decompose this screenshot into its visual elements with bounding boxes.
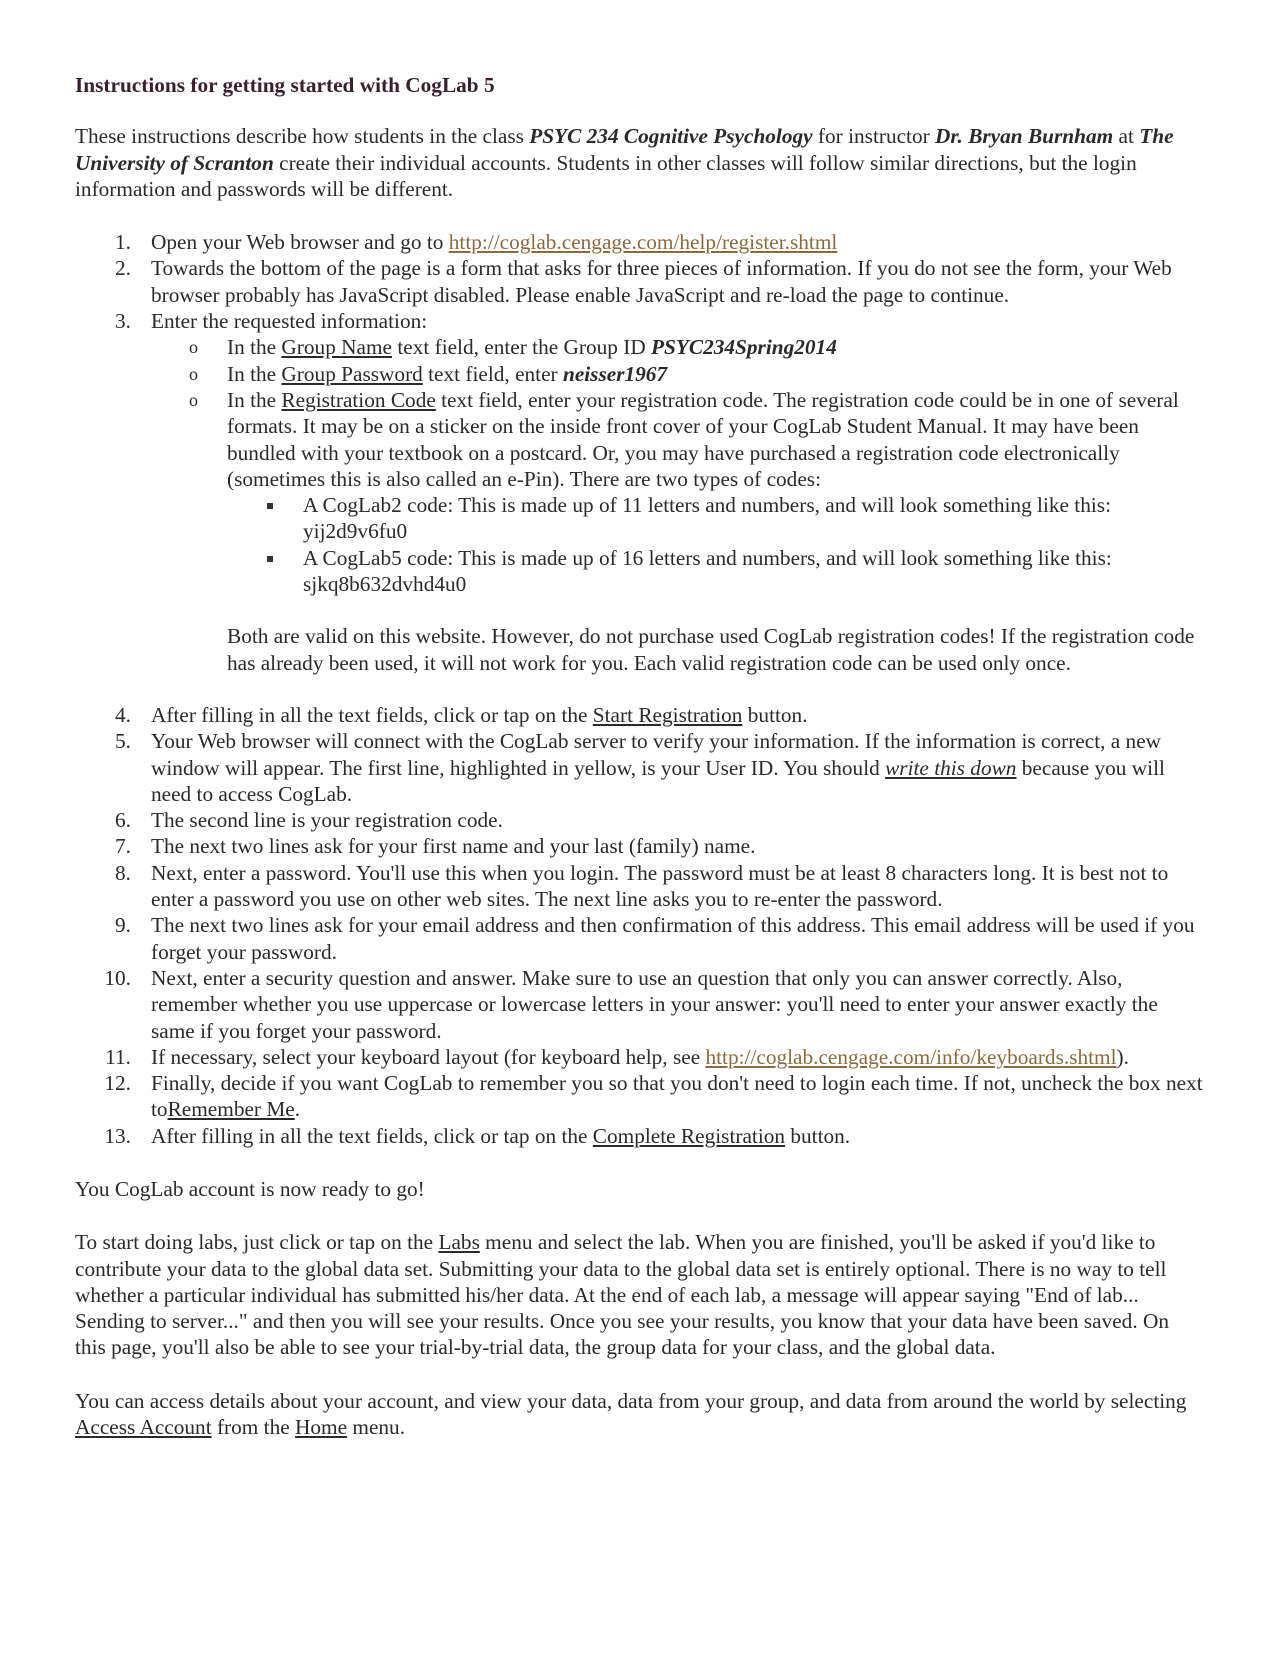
code-description: A CogLab2 code: This is made up of 11 letters and numbers, and will look something like this: yij2d9v6fu0 bbox=[303, 493, 1111, 544]
step-text: button. bbox=[742, 702, 808, 727]
instruction-text: text field, enter bbox=[422, 361, 563, 386]
step-text: ). bbox=[1116, 1044, 1129, 1069]
home-menu-label: Home bbox=[295, 1415, 348, 1440]
step-number: 2. bbox=[115, 256, 131, 281]
step-10 bbox=[75, 965, 1205, 1044]
field-instructions-list bbox=[151, 334, 1205, 676]
remember-me-label: Remember Me bbox=[167, 1097, 295, 1122]
step-4 bbox=[75, 702, 1205, 728]
group-name-instruction bbox=[151, 334, 1205, 360]
square-bullet-icon bbox=[267, 556, 273, 562]
account-paragraph bbox=[75, 1388, 1205, 1441]
step-text: Towards the bottom of the page is a form that asks for three pieces of information. If you do not see the form, your Web browser probably has JavaScript disabled. Please enable JavaScript and re-load the page to continue. bbox=[151, 256, 1172, 307]
registration-code-field-label: Registration Code bbox=[281, 387, 436, 412]
ready-message: You CogLab account is now ready to go! bbox=[75, 1176, 425, 1201]
intro-paragraph bbox=[75, 123, 1205, 202]
paragraph-text: To start doing labs, just click or tap on the bbox=[75, 1230, 439, 1255]
course-name: PSYC 234 Cognitive Psychology bbox=[529, 124, 813, 149]
instruction-text: In the bbox=[227, 335, 282, 360]
step-number: 11. bbox=[105, 1044, 131, 1069]
group-password-instruction bbox=[151, 361, 1205, 387]
circle-bullet-icon: o bbox=[189, 337, 198, 358]
write-this-down-emphasis: write this down bbox=[885, 755, 1017, 780]
labs-menu-label: Labs bbox=[438, 1230, 480, 1255]
step-text: If necessary, select your keyboard layout (for keyboard help, see bbox=[151, 1044, 706, 1069]
step-3 bbox=[75, 308, 1205, 676]
step-text: . bbox=[294, 1097, 301, 1122]
step-text: because you will need to access CogLab. bbox=[151, 755, 1165, 806]
intro-text: at bbox=[1113, 124, 1140, 149]
square-bullet-icon bbox=[267, 503, 273, 509]
intro-text: for instructor bbox=[812, 124, 936, 149]
paragraph-text: menu and select the lab. When you are finished, you'll be asked if you'd like to contribute your data to the global data set. Submitting your data to the global data set is entirely optional. There is no way to tell whether a particular individual has submitted his/her data. At the end of each lab, a message will appear saying "End of lab... Sending to server..." and then you will see your results. Once you see your results, you know that your data have been saved. On this page, you'll also be able to see your trial-by-trial data, the group data for your class, and the global data. bbox=[75, 1230, 1169, 1360]
document-title: Instructions for getting started with CogLab 5 bbox=[75, 73, 495, 97]
step-5 bbox=[75, 728, 1205, 807]
group-password-value: neisser1967 bbox=[562, 361, 668, 386]
instruction-text: text field, enter your registration code. The registration code could be in one of several formats. It may be on a sticker on the inside front cover of your CogLab Student Manual. It may have been bundled with your textbook on a postcard. Or, you may have purchased a registration code electronically (sometimes this is also called an e-Pin). There are two types of codes: bbox=[227, 387, 1179, 491]
paragraph-text: menu. bbox=[347, 1415, 406, 1440]
step-number: 3. bbox=[115, 309, 131, 334]
step-text: After filling in all the text fields, click or tap on the bbox=[151, 702, 593, 727]
group-id-value: PSYC234Spring2014 bbox=[651, 335, 837, 360]
intro-text: create their individual accounts. Students in other classes will follow similar directions, but the login information and passwords will be different. bbox=[75, 150, 1137, 201]
step-text: Open your Web browser and go to bbox=[151, 230, 449, 255]
step-number: 1. bbox=[115, 230, 131, 255]
step-text: The next two lines ask for your first name and your last (family) name. bbox=[151, 834, 756, 859]
step-text: After filling in all the text fields, click or tap on the bbox=[151, 1123, 593, 1148]
step-text: The next two lines ask for your email address and then confirmation of this address. This email address will be used if you forget your password. bbox=[151, 913, 1195, 964]
group-name-field-label: Group Name bbox=[281, 335, 393, 360]
instructor-name: Dr. Bryan Burnham bbox=[935, 124, 1114, 149]
step-text: button. bbox=[785, 1123, 851, 1148]
registration-code-instruction bbox=[151, 387, 1205, 676]
circle-bullet-icon: o bbox=[189, 389, 198, 410]
labs-paragraph bbox=[75, 1229, 1205, 1360]
step-12 bbox=[75, 1070, 1205, 1123]
code-validity-note: Both are valid on this website. However, do not purchase used CogLab registration codes! If the registration code has already been used, it will not work for you. Each valid registration code can be used only once. bbox=[227, 624, 1195, 675]
step-number: 4. bbox=[115, 702, 131, 727]
step-number: 5. bbox=[115, 729, 131, 754]
step-2 bbox=[75, 255, 1205, 308]
coglab5-code-item bbox=[227, 545, 1205, 598]
circle-bullet-icon: o bbox=[189, 363, 198, 384]
group-password-field-label: Group Password bbox=[281, 361, 423, 386]
step-text: Finally, decide if you want CogLab to remember you so that you don't need to login each time. If not, uncheck the box next to bbox=[151, 1071, 1203, 1122]
step-number: 13. bbox=[104, 1123, 131, 1148]
university-name: The University of Scranton bbox=[75, 124, 1174, 175]
code-types-list bbox=[227, 492, 1205, 597]
access-account-label: Access Account bbox=[75, 1415, 212, 1440]
keyboards-link[interactable]: http://coglab.cengage.com/info/keyboards.shtml bbox=[705, 1044, 1117, 1069]
register-link[interactable]: http://coglab.cengage.com/help/register.shtml bbox=[448, 230, 838, 255]
step-7 bbox=[75, 833, 1205, 859]
step-number: 9. bbox=[115, 913, 131, 938]
step-text: Your Web browser will connect with the CogLab server to verify your information. If the information is correct, a new window will appear. The first line, highlighted in yellow, is your User ID. You should bbox=[151, 729, 1162, 780]
step-number: 10. bbox=[104, 965, 131, 990]
step-13 bbox=[75, 1123, 1205, 1149]
step-text: The second line is your registration code. bbox=[151, 808, 503, 833]
start-registration-label: Start Registration bbox=[592, 702, 743, 727]
step-number: 6. bbox=[115, 808, 131, 833]
step-number: 7. bbox=[115, 834, 131, 859]
step-8 bbox=[75, 860, 1205, 913]
instruction-text: text field, enter the Group ID bbox=[392, 335, 652, 360]
intro-text: These instructions describe how students in the class bbox=[75, 124, 530, 149]
step-9 bbox=[75, 912, 1205, 965]
complete-registration-label: Complete Registration bbox=[592, 1123, 786, 1148]
step-number: 8. bbox=[115, 860, 131, 885]
step-1 bbox=[75, 229, 1205, 255]
paragraph-text: You can access details about your account, and view your data, data from your group, and data from around the world by selecting bbox=[75, 1388, 1187, 1413]
step-text: Next, enter a password. You'll use this when you login. The password must be at least 8 characters long. It is best not to enter a password you use on other web sites. The next line asks you to re-enter the password. bbox=[151, 860, 1169, 912]
coglab2-code-item bbox=[227, 492, 1205, 545]
instruction-text: In the bbox=[227, 387, 282, 412]
paragraph-text: from the bbox=[211, 1415, 296, 1440]
step-6 bbox=[75, 807, 1205, 833]
step-11 bbox=[75, 1044, 1205, 1070]
step-text: Enter the requested information: bbox=[151, 309, 428, 334]
step-number: 12. bbox=[104, 1071, 131, 1096]
code-description: A CogLab5 code: This is made up of 16 letters and numbers, and will look something like this: sjkq8b632dvhd4u0 bbox=[303, 545, 1112, 597]
steps-list bbox=[75, 229, 1205, 1149]
instruction-text: In the bbox=[227, 361, 282, 386]
step-text: Next, enter a security question and answer. Make sure to use an question that only you can answer correctly. Also, remember whether you use uppercase or lowercase letters in your answer: you'll need to enter your answer exactly the same if you forget your password. bbox=[151, 965, 1158, 1043]
